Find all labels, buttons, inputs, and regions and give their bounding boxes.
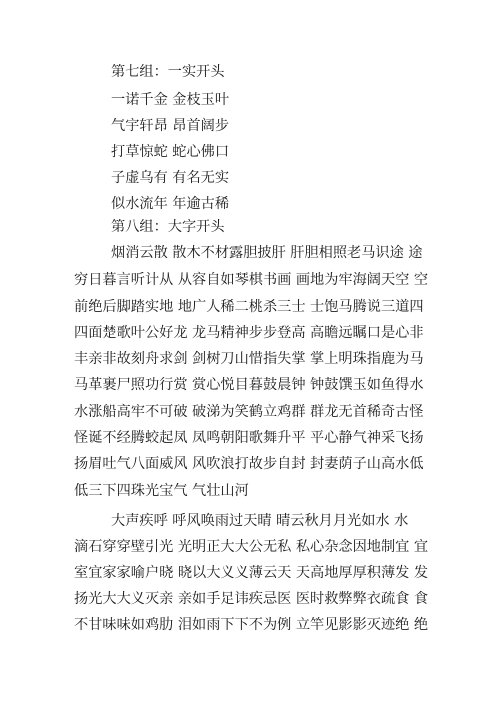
idiom-pair: 子虚乌有 有名无实 [111,170,230,186]
idiom-pair: 一诺千金 金枝玉叶 [111,92,230,108]
group7-heading: 第七组：一实开头 [111,64,225,80]
paragraph2-line: 大声疾呼 呼风唤雨过天晴 晴云秋月月光如水 水 [111,513,409,529]
paragraph1-line: 扬眉吐气八面威风 风吹浪打故步自封 封妻荫子山高水低 [74,456,424,472]
paragraph2-line: 扬光大大义灭亲 亲如手足讳疾忌医 医时救弊弊衣疏食 食 [74,591,429,607]
paragraph1-line: 丰亲非故刻舟求剑 剑树刀山惜指失掌 掌上明珠指鹿为马 [74,351,424,367]
paragraph2-line: 不甘味味如鸡肋 泪如雨下下不为例 立竿见影影灭迹绝 绝 [74,617,429,633]
group8-heading: 第八组：大字开头 [111,219,225,235]
idiom-pair: 打草惊蛇 蛇心佛口 [111,144,230,160]
paragraph2-line: 滴石穿穿壁引光 光明正大大公无私 私心杂念因地制宜 宜 [74,539,429,555]
paragraph1-line: 穷日暮言听计从 从容自如琴棋书画 画地为牢海阔天空 空 [74,272,429,288]
paragraph1-line: 低三下四珠光宝气 气壮山河 [74,483,249,499]
paragraph2-line: 室宜家家喻户晓 晓以大义义薄云天 天高地厚厚积薄发 发 [74,565,429,581]
paragraph1-line: 怪诞不经腾蛟起凤 凤鸣朝阳歌舞升平 平心静气神采飞扬 [74,430,424,446]
paragraph1-line: 水涨船高牢不可破 破涕为笑鹤立鸡群 群龙无首稀奇古怪 [74,404,424,420]
paragraph1-line: 四面楚歌叶公好龙 龙马精神步步登高 高瞻远瞩口是心非 [74,325,424,341]
idiom-pair: 似水流年 年逾古稀 [111,196,230,212]
idiom-pair: 气宇轩昂 昂首阔步 [111,118,230,134]
paragraph1-line: 马革裹尸照功行赏 赏心悦目暮鼓晨钟 钟鼓馔玉如鱼得水 [74,377,424,393]
paragraph1-line: 烟消云散 散木不材露胆披肝 肝胆相照老马识途 途 [111,245,423,261]
paragraph1-line: 前绝后脚踏实地 地广人稀二桃杀三士 士饱马腾说三道四 [74,299,424,315]
